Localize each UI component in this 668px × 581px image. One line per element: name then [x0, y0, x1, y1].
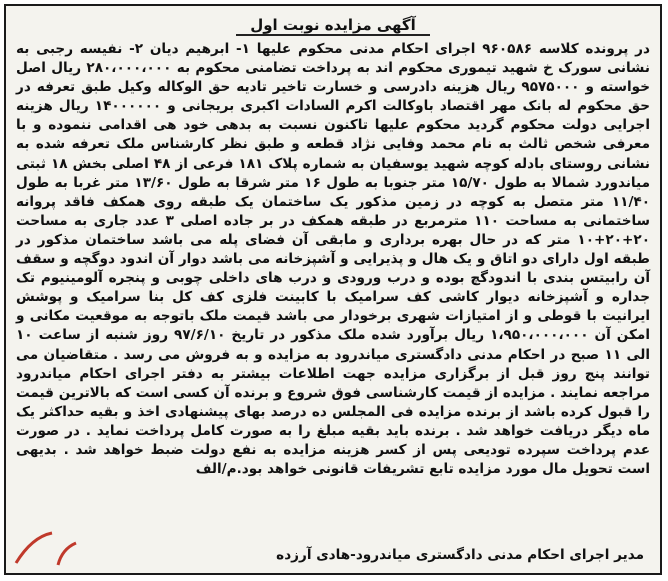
notice-title: آگهی مزایده نوبت اول — [236, 16, 430, 36]
notice-title-wrapper — [6, 16, 660, 36]
notice-body: در پرونده کلاسه ۹۶۰۵۸۶ اجرای احکام مدنی محکوم علیها ۱- ابرهیم دیان ۲- نفیسه رجبی به نشانی سورک خ شهید تیموری محکوم اند به پرداخت تضامنی محکوم به ۲۸۰،۰۰۰،۰۰۰ ریال اصل خواسته و ۹۵۷۵۰۰۰ ریال هزینه دادرسی و خسارت تاخیر تادیه حق الوکاله وکیل طبق تعرفه در حق محکوم له بانک مهر اقتصاد باوکالت اکرم السادات اکبری بریجانی و ۱۴۰۰۰۰۰۰ ریال هزینه اجرایی دولت محکوم گردید محکوم علیها تاکنون نسبت به بدهی خود هی اقدامی ننموده و با معرفی شخص ثالث به نام محمد وفایی نژاد قطعه و طبق نظر کارشناس ملک تعرفه شده به نشانی روستای بادله کوچه شهید یوسفیان به شماره پلاک ۱۸۱ فرعی از ۴۸ اصلی بخش ۱۸ ثبتی میاندورد شمالا به طول ۱۵/۷۰ متر جنوبا به طول ۱۶ متر شرقا به طول ۱۳/۶۰ متر غربا به طول ۱۱/۴۰ متر متصل به کوچه در زمین مذکور یک ساختمان یک طبقه روی همکف فاقد پروانه ساختمانی به مساحت ۱۱۰ مترمربع در طبقه همکف در بر جاده اصلی ۳ عدد جاری به مساحت ۲۰+۲۰+۱۰ متر که در حال بهره برداری و مابقی آن فضای پله می باشد ساختمان مذکور در طبقه اول دارای دو اتاق و یک هال و پذیرایی و آشپزخانه می باشد دوار آن اندود دوگچه و سقف آن رابیتس بندی با اندودگچ بوده و درب ورودی و درب های داخلی چوبی و پنجره آلومینیوم تک جداره و آشپزخانه دیوار کاشی کف سرامیک با کابینت فلزی کف کل بنا سرامیک و پوشش ایرانیت با قوطی و از امتیازات شهری برخودار می باشد قیمت ملک باتوجه به موقعیت مکانی و امکن آن ۱،۹۵۰،۰۰۰،۰۰۰ ریال برآورد شده ملک مذکور در تاریخ ۹۷/۶/۱۰ روز شنبه از ساعت ۱۰ الی ۱۱ صبح در احکام مدنی دادگستری میاندرود به مزایده و به فروش می رسد . متقاضیان می توانند پنج روز قبل از برگزاری مزایده جهت اطلاعات بیشتر به دفتر اجرای احکام میاندرود مراجعه نمایند . مزایده از قیمت کارشناسی فوق شروع و برنده آن کسی است که بالاترین قیمت را قبول کرده باشد از برنده مزایده فی المجلس ده درصد بهای پیشنهادی اخذ و بقیه حداکثر یک ماه دیگر دریافت خواهد شد . برنده باید بقیه مبلغ را به صورت کامل پرداخت نماید . در صورت عدم پرداخت سپرده تودیعی پس از کسر هزینه مزایده به نفع دولت ضبط خواهد شد . بدیهی است تحویل مال مورد مزایده تابع تشریفات قانونی خواهد بود.م/الف — [16, 41, 651, 478]
page-curl-mark — [12, 527, 82, 567]
notice-frame — [4, 4, 662, 575]
notice-signature: مدیر اجرای احکام مدنی دادگستری میاندرود-هادی آرزده — [276, 547, 644, 563]
